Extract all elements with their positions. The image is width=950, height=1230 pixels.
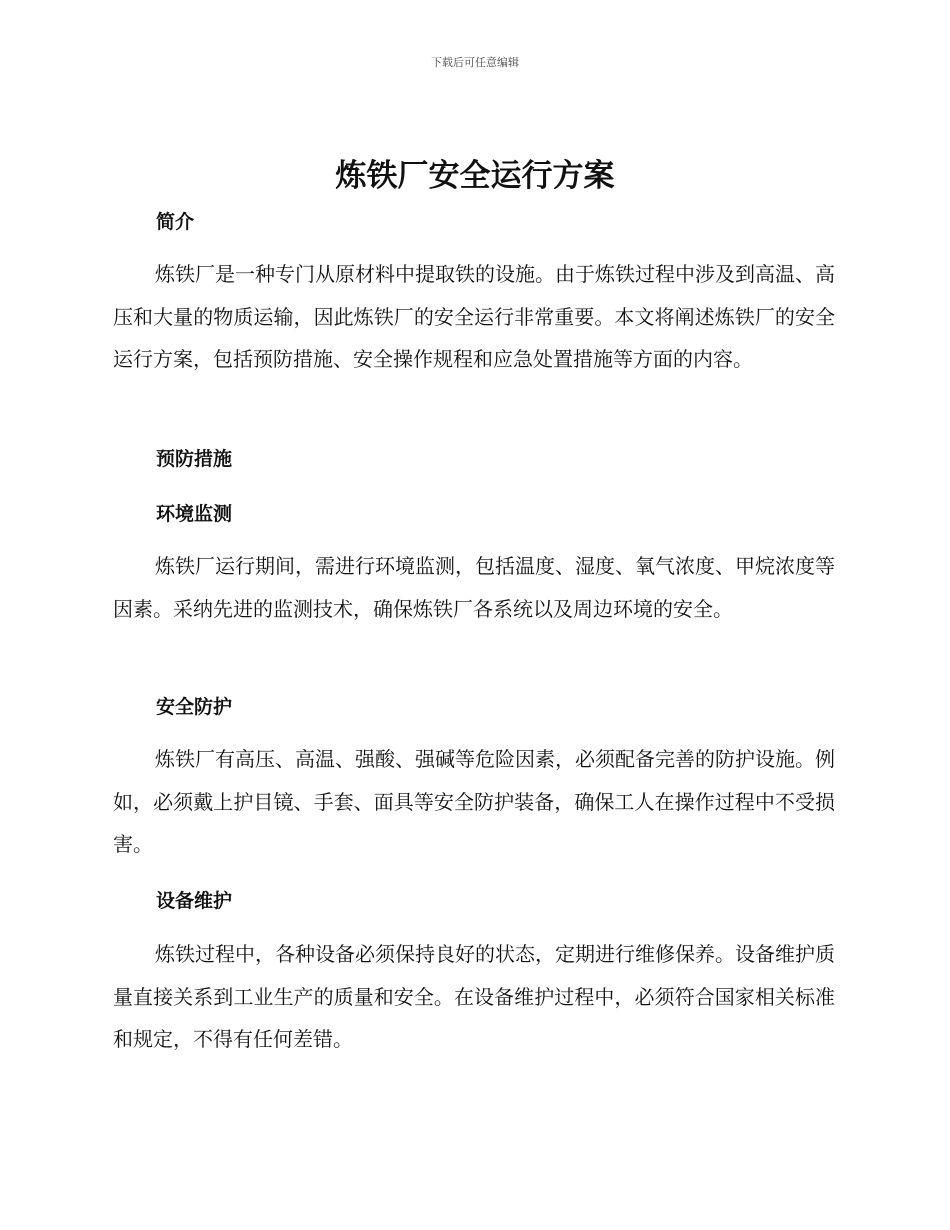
section-heading-intro: 简介 — [156, 211, 195, 233]
section-paragraph-environment-monitoring: 炼铁厂运行期间，需进行环境监测，包括温度、湿度、氧气浓度、甲烷浓度等因素。采纳先进的监测技术，确保炼铁厂各系统以及周边环境的安全。 — [113, 554, 835, 621]
section-heading-safety-protection: 安全防护 — [156, 696, 233, 718]
section-heading-environment-monitoring: 环境监测 — [156, 503, 233, 525]
section-paragraph-equipment-maintenance: 炼铁过程中，各种设备必须保持良好的状态，定期进行维修保养。设备维护质量直接关系到工业生产的质量和安全。在设备维护过程中，必须符合国家相关标准和规定，不得有任何差错。 — [113, 942, 835, 1051]
document-title: 炼铁厂安全运行方案 — [335, 158, 615, 194]
section-paragraph-intro: 炼铁厂是一种专门从原材料中提取铁的设施。由于炼铁过程中涉及到高温、高压和大量的物质运输，因此炼铁厂的安全运行非常重要。本文将阐述炼铁厂的安全运行方案，包括预防措施、安全操作规程和应急处置措施等方面的内容。 — [113, 262, 835, 371]
section-paragraph-safety-protection: 炼铁厂有高压、高温、强酸、强碱等危险因素，必须配备完善的防护设施。例如，必须戴上护目镜、手套、面具等安全防护装备，确保工人在操作过程中不受损害。 — [113, 747, 835, 856]
section-heading-equipment-maintenance: 设备维护 — [156, 890, 233, 912]
section-heading-prevention: 预防措施 — [156, 448, 233, 470]
header-note: 下载后可任意编辑 — [431, 56, 519, 69]
